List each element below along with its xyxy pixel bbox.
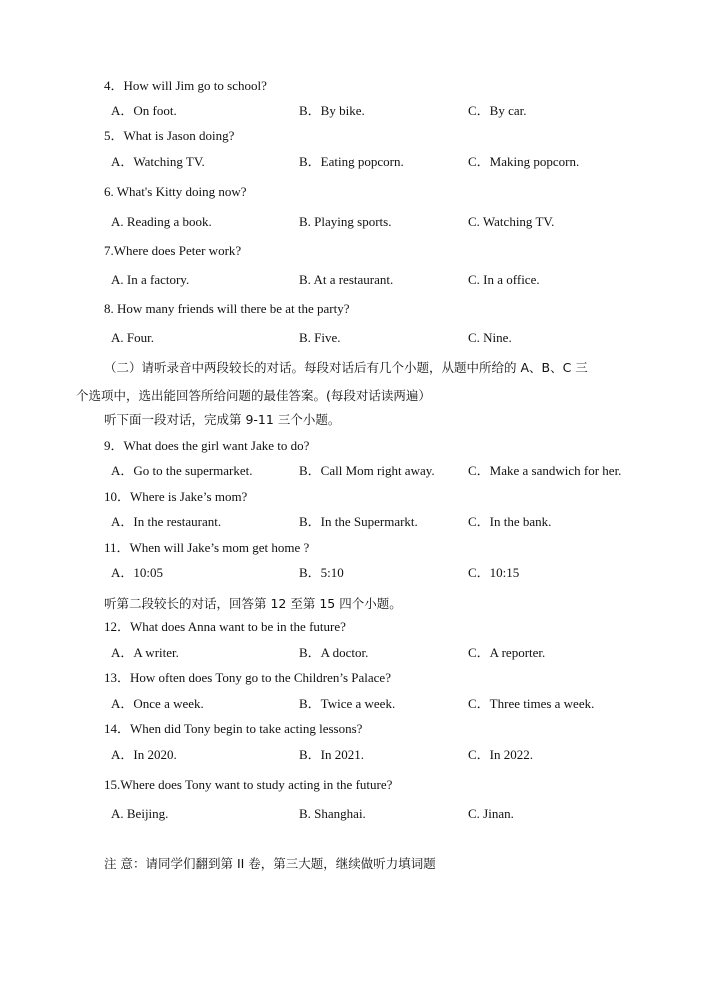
question-12: 12．What does Anna want to be in the future? — [104, 619, 346, 634]
option-8c: C. Nine. — [468, 330, 512, 345]
option-9c: C．Make a sandwich for her. — [468, 463, 622, 478]
option-5b: B．Eating popcorn. — [299, 154, 404, 169]
option-6b: B. Playing sports. — [299, 214, 392, 229]
question-5: 5．What is Jason doing? — [104, 128, 235, 143]
section2-instruction-line2: 个选项中，选出能回答所给问题的最佳答案。(每段对话读两遍） — [76, 388, 431, 403]
option-13b: B．Twice a week. — [299, 696, 396, 711]
dialogue2-instruction: 听第二段较长的对话，回答第 12 至第 15 四个小题。 — [104, 596, 402, 611]
option-6c: C. Watching TV. — [468, 214, 555, 229]
option-9a: A．Go to the supermarket. — [111, 463, 253, 478]
option-7b: B. At a restaurant. — [299, 272, 394, 287]
dialogue1-instruction: 听下面一段对话，完成第 9-11 三个小题。 — [104, 412, 341, 427]
option-10b: B．In the Supermarkt. — [299, 514, 418, 529]
option-4a: A．On foot. — [111, 103, 177, 118]
option-14a: A．In 2020. — [111, 747, 177, 762]
option-15a: A. Beijing. — [111, 806, 169, 821]
option-8b: B. Five. — [299, 330, 341, 345]
question-10: 10．Where is Jake’s mom? — [104, 489, 248, 504]
option-11b: B．5:10 — [299, 565, 344, 580]
option-4c: C．By car. — [468, 103, 527, 118]
option-13a: A．Once a week. — [111, 696, 204, 711]
option-12b: B．A doctor. — [299, 645, 369, 660]
question-8: 8. How many friends will there be at the party? — [104, 301, 350, 316]
option-14c: C．In 2022. — [468, 747, 534, 762]
option-6a: A. Reading a book. — [111, 214, 212, 229]
option-10c: C．In the bank. — [468, 514, 552, 529]
option-10a: A．In the restaurant. — [111, 514, 222, 529]
option-4b: B．By bike. — [299, 103, 365, 118]
option-12a: A．A writer. — [111, 645, 179, 660]
option-5c: C．Making popcorn. — [468, 154, 580, 169]
question-13: 13．How often does Tony go to the Children’s Palace? — [104, 670, 391, 685]
option-8a: A. Four. — [111, 330, 154, 345]
option-7c: C. In a office. — [468, 272, 540, 287]
question-9: 9．What does the girl want Jake to do? — [104, 438, 310, 453]
option-12c: C．A reporter. — [468, 645, 546, 660]
option-15b: B. Shanghai. — [299, 806, 366, 821]
footer-note: 注 意：请同学们翻到第 II 卷，第三大题，继续做听力填词题 — [104, 856, 436, 871]
option-7a: A. In a factory. — [111, 272, 190, 287]
question-4: 4．How will Jim go to school? — [104, 78, 267, 93]
question-15: 15.Where does Tony want to study acting in the future? — [104, 777, 393, 792]
question-14: 14．When did Tony begin to take acting lessons? — [104, 721, 363, 736]
question-6: 6. What's Kitty doing now? — [104, 184, 247, 199]
section2-instruction-line1: （二）请听录音中两段较长的对话。每段对话后有几个小题，从题中所给的 A、B、C 三 — [104, 360, 588, 375]
option-11a: A．10:05 — [111, 565, 164, 580]
option-11c: C．10:15 — [468, 565, 520, 580]
question-11: 11．When will Jake’s mom get home ? — [104, 540, 310, 555]
option-13c: C．Three times a week. — [468, 696, 595, 711]
option-5a: A．Watching TV. — [111, 154, 205, 169]
option-15c: C. Jinan. — [468, 806, 514, 821]
option-14b: B．In 2021. — [299, 747, 365, 762]
option-9b: B．Call Mom right away. — [299, 463, 435, 478]
question-7: 7.Where does Peter work? — [104, 243, 242, 258]
